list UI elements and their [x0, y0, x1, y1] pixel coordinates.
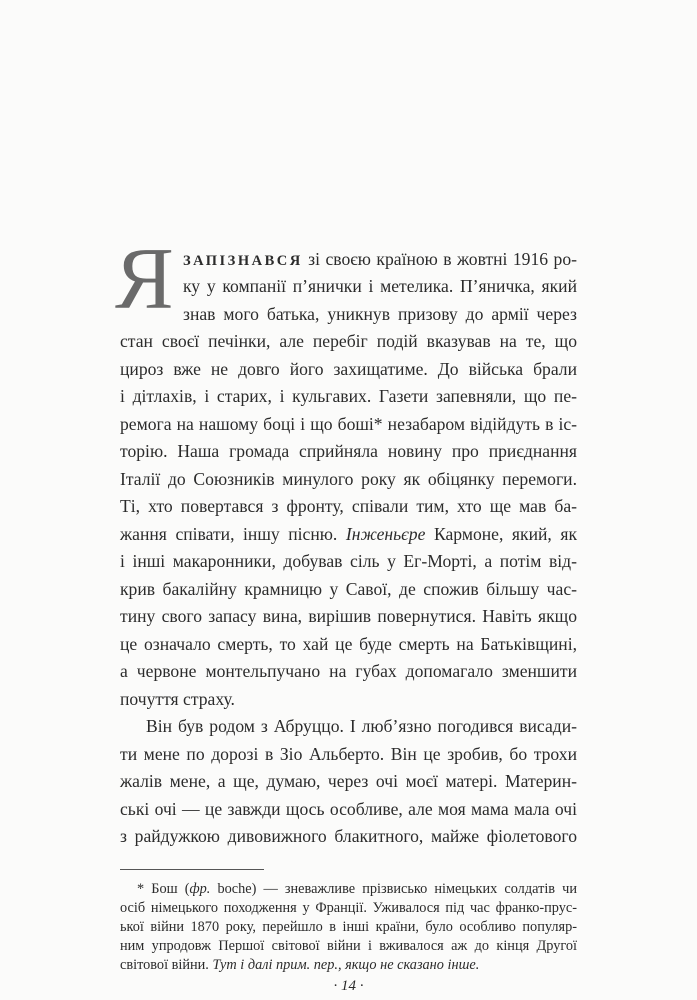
text-line: жалів мене, а ще, думаю, через очі моєї матері. Материн- — [120, 771, 577, 791]
text-line: Ті, хто повертався з фронту, співали тим, хто ще мав ба- — [120, 496, 577, 516]
text-line — [120, 524, 577, 544]
italic-term: Інженьєре — [345, 524, 426, 544]
text-line: Він був родом з Абруццо. І люб’язно погодився висади- — [146, 716, 577, 736]
text-line: і інші макаронники, добував сіль у Ег-Морті, а потім від- — [120, 551, 577, 571]
footnote-text: * Бош ( — [137, 881, 190, 897]
text-line: стан своєї печінки, але перебіг подій вказував на те, що — [120, 331, 577, 351]
footnote-line — [137, 880, 577, 898]
text-line: тину свого запасу вина, вирішив повернутися. Навіть якщо — [120, 606, 577, 626]
footnote-italic: фр. — [189, 881, 211, 897]
text-line: Італії до Союзників минулого року як обіцянку перемоги. — [120, 469, 577, 489]
text-line: ку у компанії п’янички і метелика. П’яничка, який — [183, 276, 577, 296]
text-line: ські очі — це завжди щось особливе, але моя мама мала очі — [120, 799, 577, 819]
text-line: це означало смерть, то хай це буде смерть на Батьківщині, — [120, 634, 577, 654]
text-line: цироз вже не довго його захищатиме. До війська брали — [120, 359, 577, 379]
text-line: ремога на нашому боці і що боші* незабаром відійдуть в іс- — [120, 414, 577, 434]
footnote-line: осіб німецького походження у Франції. Уживалося під час франко-прус- — [120, 900, 577, 916]
text-line: і дітлахів, і старих, і кульгавих. Газети запевняли, що пе- — [120, 386, 577, 406]
text-line: а червоне монтельпучано на губах допомагало зменшити — [120, 661, 577, 681]
drop-cap: Я — [115, 231, 174, 328]
line-text: Кармоне, який, як — [425, 524, 577, 544]
text-line: крив бакалійну крамницю у Савої, де спожив більшу час- — [120, 579, 577, 599]
lead-word: ЗАПІЗНАВСЯ — [183, 253, 303, 269]
footnote-divider — [120, 869, 264, 870]
text-line: торію. Наша громада сприйняла новину про приєднання — [120, 441, 577, 461]
line-text: жання співати, іншу пісню. — [120, 524, 346, 544]
footnote-line: ним упродовж Першої світової війни і вживалося аж до кінця Другої — [120, 938, 577, 954]
footnote-text: boche) — зневажливе прізвисько німецьких солдатів чи — [210, 881, 577, 897]
footnote-italic: Тут і далі прим. пер., якщо не сказано інше. — [212, 957, 480, 973]
page-number: · 14 · — [333, 978, 364, 994]
text-line: з райдужкою дивовижного блакитного, майже фіолетового — [120, 826, 577, 846]
line-text: зі своєю країною в жовтні 1916 ро- — [302, 249, 577, 269]
text-line: знав мого батька, уникнув призову до армії через — [183, 304, 577, 324]
footnote-text: світової війни. — [120, 957, 213, 973]
footnote-line: ької війни 1870 року, перейшло в інші країни, було особливо популяр- — [120, 919, 577, 935]
text-line: ти мене по дорозі в Зіо Альберто. Він це зробив, бо трохи — [120, 744, 577, 764]
text-line: почуття страху. — [120, 689, 235, 709]
footnote-line — [120, 956, 577, 974]
text-line — [183, 249, 577, 271]
